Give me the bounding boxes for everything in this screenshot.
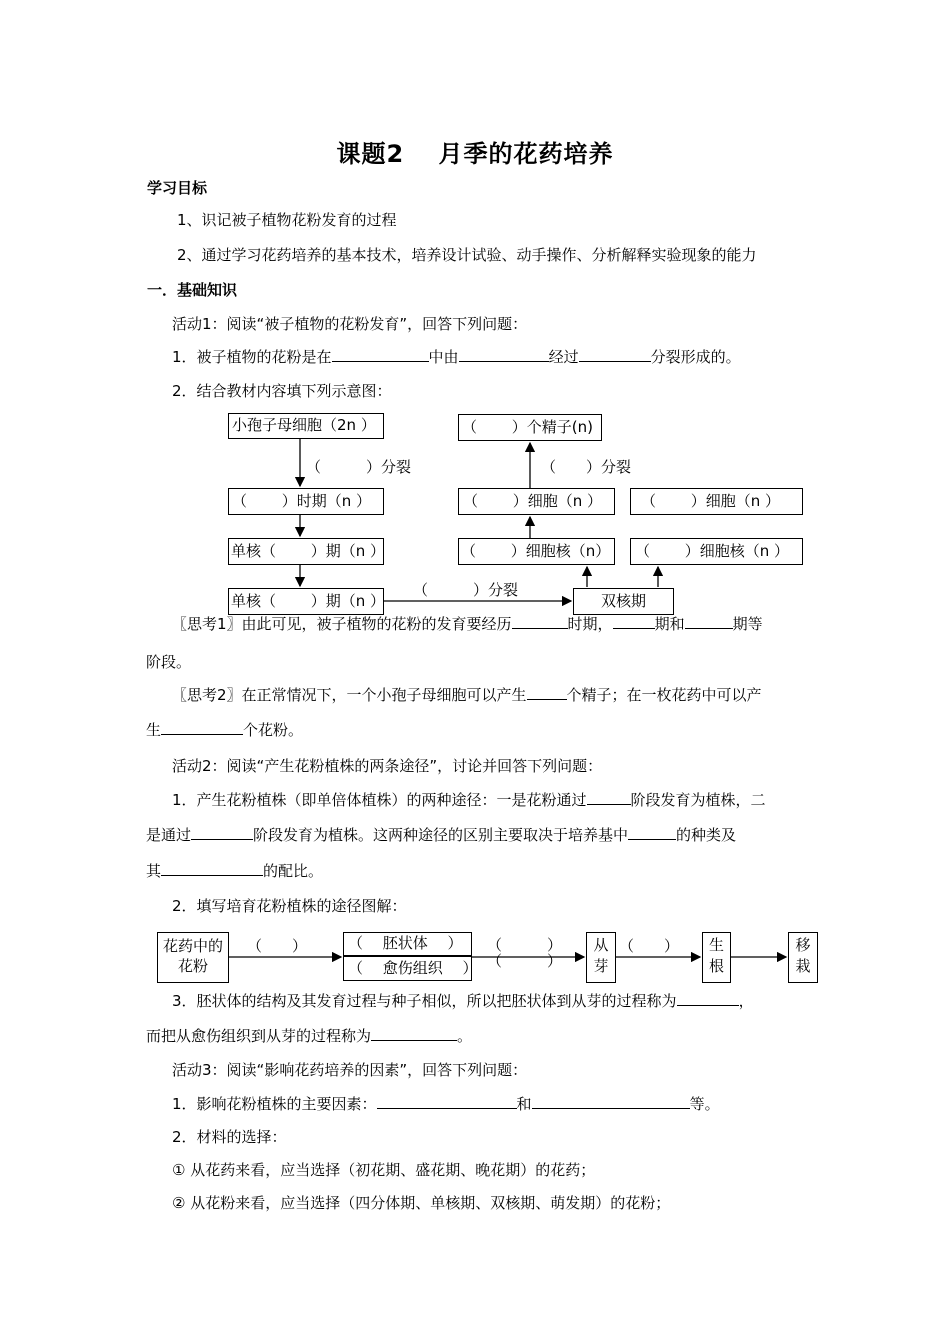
anther-pollen-box: 花药中的花粉 (157, 932, 229, 983)
activity1-q1: 1．被子植物的花粉是在 中由 经过 分裂形成的。 (172, 348, 741, 366)
stage1-box: （ ）时期（n ） (228, 488, 384, 515)
cell-a-box: （ ）细胞（n ） (458, 488, 615, 515)
activity2-q3-line2: 而把从愈伤组织到从芽的过程称为 。 (146, 1027, 473, 1045)
section1-heading: 一．基础知识 (147, 281, 238, 299)
uninucleate-stage-b-box: 单核（ ）期（n ） (228, 588, 384, 615)
nucleus-a-box: （ ）细胞核（n） (458, 538, 615, 565)
answer-blank[interactable] (377, 1094, 517, 1109)
activity3-q2: 2．材料的选择： (172, 1128, 287, 1146)
activity1-intro: 活动1：阅读“被子植物的花粉发育”，回答下列问题： (172, 315, 528, 333)
activity3-option-2: ② 从花粉来看，应当选择（四分体期、单核期、双核期、萌发期）的花粉； (172, 1194, 671, 1212)
division-label-1: （ ）分裂 (306, 458, 412, 476)
activity2-q3-line1: 3．胚状体的结构及其发育过程与种子相似，所以把胚状体到从芽的过程称为 ， (172, 992, 754, 1010)
activity2-q2: 2．填写培育花粉植株的途径图解： (172, 897, 407, 915)
pathway-label-2a: （ ） (487, 936, 563, 954)
nucleus-b-box: （ ）细胞核（n ） (630, 538, 803, 565)
think1-line1: 〖思考1〗由此可见，被子植物的花粉的发育要经历 时期， 期和 期等 (172, 615, 763, 633)
activity2-q1-line2: 是通过 阶段发育为植株。这两种途径的区别主要取决于培养基中 的种类及 (146, 826, 737, 844)
sperm-box: （ ）个精子(n) (458, 414, 602, 441)
think2-line1: 〖思考2〗在正常情况下，一个小孢子母细胞可以产生 个精子；在一枚花药中可以产 (172, 686, 762, 704)
binucleate-stage-box: 双核期 (573, 588, 674, 615)
division-label-3: （ ）分裂 (541, 458, 632, 476)
shoot-box: 从芽 (586, 932, 616, 983)
pathway-label-3: （ ） (619, 937, 680, 955)
activity2-intro: 活动2：阅读“产生花粉植株的两条途径”，讨论并回答下列问题： (172, 757, 603, 775)
activity1-q2: 2．结合教材内容填下列示意图： (172, 382, 392, 400)
cell-b-box: （ ）细胞（n ） (630, 488, 803, 515)
microspore-mother-cell-box: 小孢子母细胞（2n ） (228, 413, 384, 439)
rooting-box: 生根 (702, 932, 731, 983)
think1-line2: 阶段。 (146, 653, 192, 671)
embryoid-box: （ 胚状体 ） (343, 932, 472, 956)
goal-item-2: 2、通过学习花药培养的基本技术，培养设计试验、动手操作、分析解释实验现象的能力 (177, 246, 757, 264)
goals-heading: 学习目标 (147, 179, 208, 197)
activity2-q1-line3: 其 的配比。 (146, 862, 324, 880)
goal-item-1: 1、识记被子植物花粉发育的过程 (177, 211, 397, 229)
activity3-q1: 1．影响花粉植株的主要因素： 和 等。 (172, 1095, 720, 1113)
page-title: 课题2 月季的花药培养 (336, 140, 614, 168)
activity2-q1-line1: 1．产生花粉植株（即单倍体植株）的两种途径：一是花粉通过 阶段发育为植株，二 (172, 791, 766, 809)
uninucleate-stage-a-box: 单核（ ）期（n ） (228, 538, 384, 565)
pathway-label-1: （ ） (247, 937, 308, 955)
activity3-option-1: ① 从花药来看，应当选择（初花期、盛花期、晚花期）的花药； (172, 1161, 596, 1179)
division-label-2: （ ）分裂 (413, 581, 519, 599)
think2-line2: 生 个花粉。 (146, 721, 304, 739)
activity3-intro: 活动3：阅读“影响花药培养的因素”，回答下列问题： (172, 1061, 528, 1079)
answer-blank[interactable] (532, 1094, 690, 1109)
pathway-label-2b: （ ） (487, 952, 563, 970)
answer-blank[interactable] (371, 1026, 457, 1041)
callus-box: （ 愈伤组织 ） (343, 956, 472, 981)
transplant-box: 移栽 (788, 932, 818, 983)
answer-blank[interactable] (677, 991, 739, 1006)
